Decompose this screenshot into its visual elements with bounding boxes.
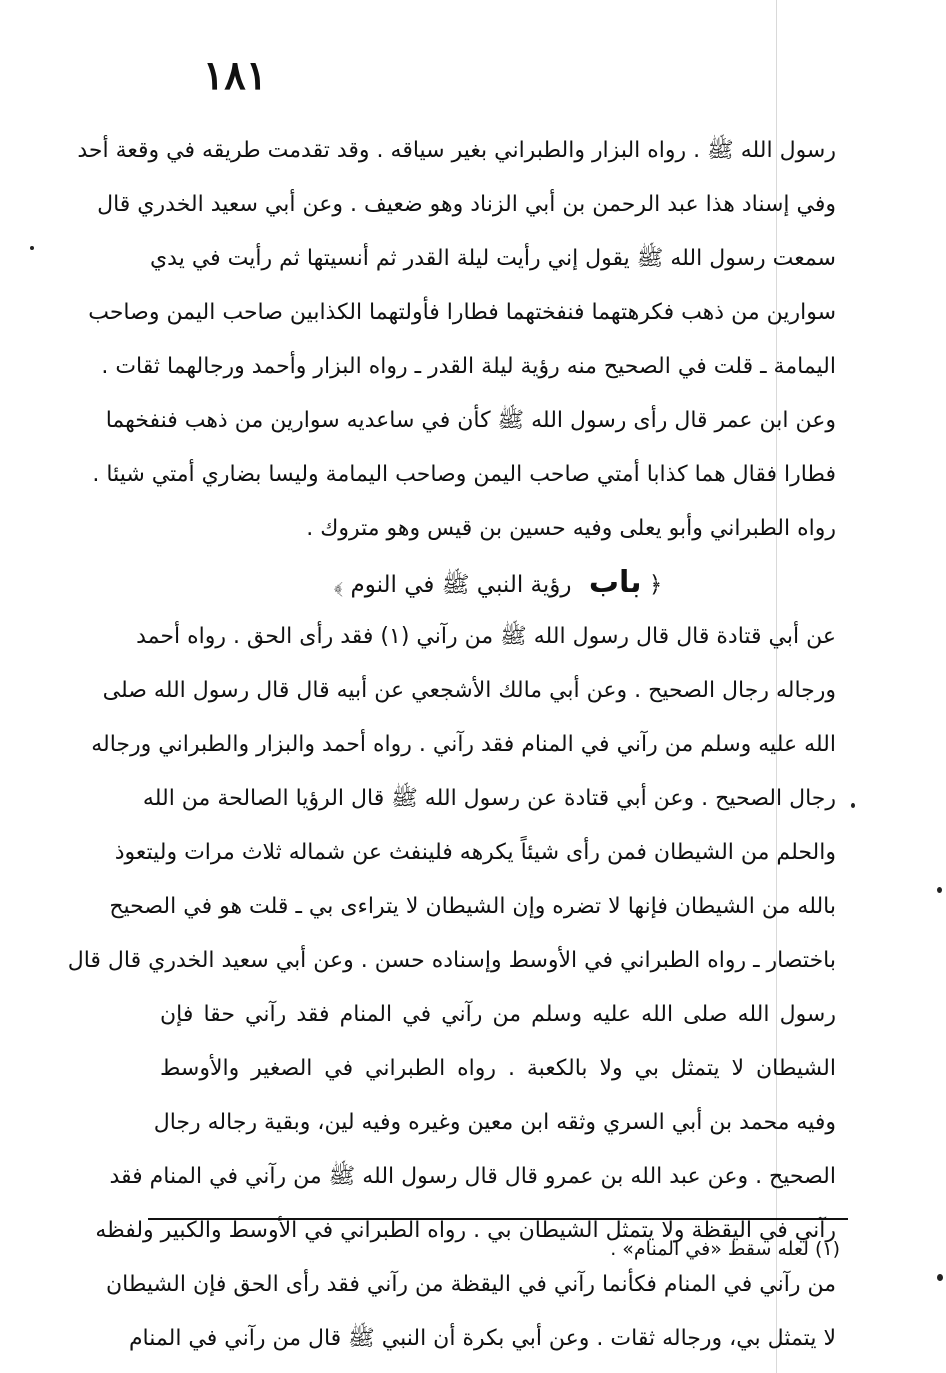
text-line: بالله من الشيطان فإنها لا تضره وإن الشيطان لا يتراءى بي ـ قلت هو في الصحيح <box>109 894 836 919</box>
text-line: الصحيح . وعن عبد الله بن عمرو قال قال رسول الله ﷺ من رآني في المنام فقد <box>109 1164 836 1189</box>
page-number: ١٨١ <box>202 52 268 99</box>
text-line: الله عليه وسلم من رآني في المنام فقد رآني . رواه أحمد والبزار والطبراني ورجاله <box>91 732 836 757</box>
scan-speck <box>30 246 34 250</box>
text-line: رواه الطبراني وأبو يعلى وفيه حسين بن قيس وهو متروك . <box>306 516 836 541</box>
chapter-word: باب <box>588 565 642 600</box>
text-line: رجال الصحيح . وعن أبي قتادة عن رسول الله ﷺ قال الرؤيا الصالحة من الله <box>142 786 836 811</box>
text-line: اليمامة ـ قلت في الصحيح منه رؤية ليلة القدر ـ رواه البزار وأحمد ورجالهما ثقات . <box>101 354 836 379</box>
text-line: باختصار ـ رواه الطبراني في الأوسط وإسناده حسن . وعن أبي سعيد الخدري قال قال <box>67 948 836 973</box>
text-line: ورجاله رجال الصحيح . وعن أبي مالك الأشجعي عن أبيه قال قال رسول الله صلى <box>102 678 836 703</box>
text-line: والحلم من الشيطان فمن رأى شيئاً يكرهه فلينفث عن شماله ثلاث مرات وليتعوذ <box>114 840 836 865</box>
main-text-block <box>67 124 836 1366</box>
text-line: رسول الله ﷺ . رواه البزار والطبراني بغير سياقه . وقد تقدمت طريقه في وقعة أحد <box>77 138 836 163</box>
text-line: سمعت رسول الله ﷺ يقول إني رأيت ليلة القدر ثم أنسيتها ثم رأيت في يدي <box>149 246 836 271</box>
text-line: رسول الله صلى الله عليه وسلم من رآني في المنام فقد رآني حقا فإن <box>160 1002 836 1027</box>
text-line: عن أبي قتادة قال قال رسول الله ﷺ من رآني (١) فقد رأى الحق . رواه أحمد <box>136 624 836 649</box>
text-line: وفي إسناد هذا عبد الرحمن بن أبي الزناد وهو ضعيف . وعن أبي سعيد الخدري قال <box>97 192 836 217</box>
footnote: (١) لعله سقط «في المنام» . <box>610 1238 840 1260</box>
text-line: سوارين من ذهب فكرهتهما فنفختهما فطارا فأولتهما الكذابين صاحب اليمن وصاحب <box>88 300 836 325</box>
scan-speck <box>937 1274 943 1281</box>
text-line: فطارا فقال هما كذابا أمتي صاحب اليمن وصاحب اليمامة وليسا بضاري أمتي شيئا . <box>92 462 836 487</box>
chapter-title: رؤية النبي ﷺ في النوم <box>350 572 572 598</box>
chapter-heading <box>160 556 836 610</box>
text-line: لا يتمثل بي، ورجاله ثقات . وعن أبي بكرة أن النبي ﷺ قال من رآني في المنام <box>128 1326 836 1351</box>
heading-open-bracket: ﴿ <box>648 572 663 598</box>
text-line: الشيطان لا يتمثل بي ولا بالكعبة . رواه الطبراني في الصغير والأوسط <box>160 1056 836 1081</box>
text-line: وفيه محمد بن أبي السري وثقه ابن معين وغيره وفيه لين، وبقية رجاله رجال <box>153 1110 836 1135</box>
text-line: رآني في اليقظة ولا يتمثل الشيطان بي . رواه الطبراني في الأوسط والكبير ولفظه <box>95 1218 836 1243</box>
text-line: من رآني في المنام فكأنما رآني في اليقظة من رآني فقد رأى الحق فإن الشيطان <box>106 1272 836 1297</box>
scan-speck <box>937 887 942 893</box>
heading-close-bracket: ﴾ <box>333 572 344 598</box>
text-line: وعن ابن عمر قال رأى رسول الله ﷺ كأن في ساعديه سوارين من ذهب فنفخهما <box>105 408 836 433</box>
footnote-separator <box>148 1218 848 1220</box>
scan-speck <box>851 803 855 808</box>
